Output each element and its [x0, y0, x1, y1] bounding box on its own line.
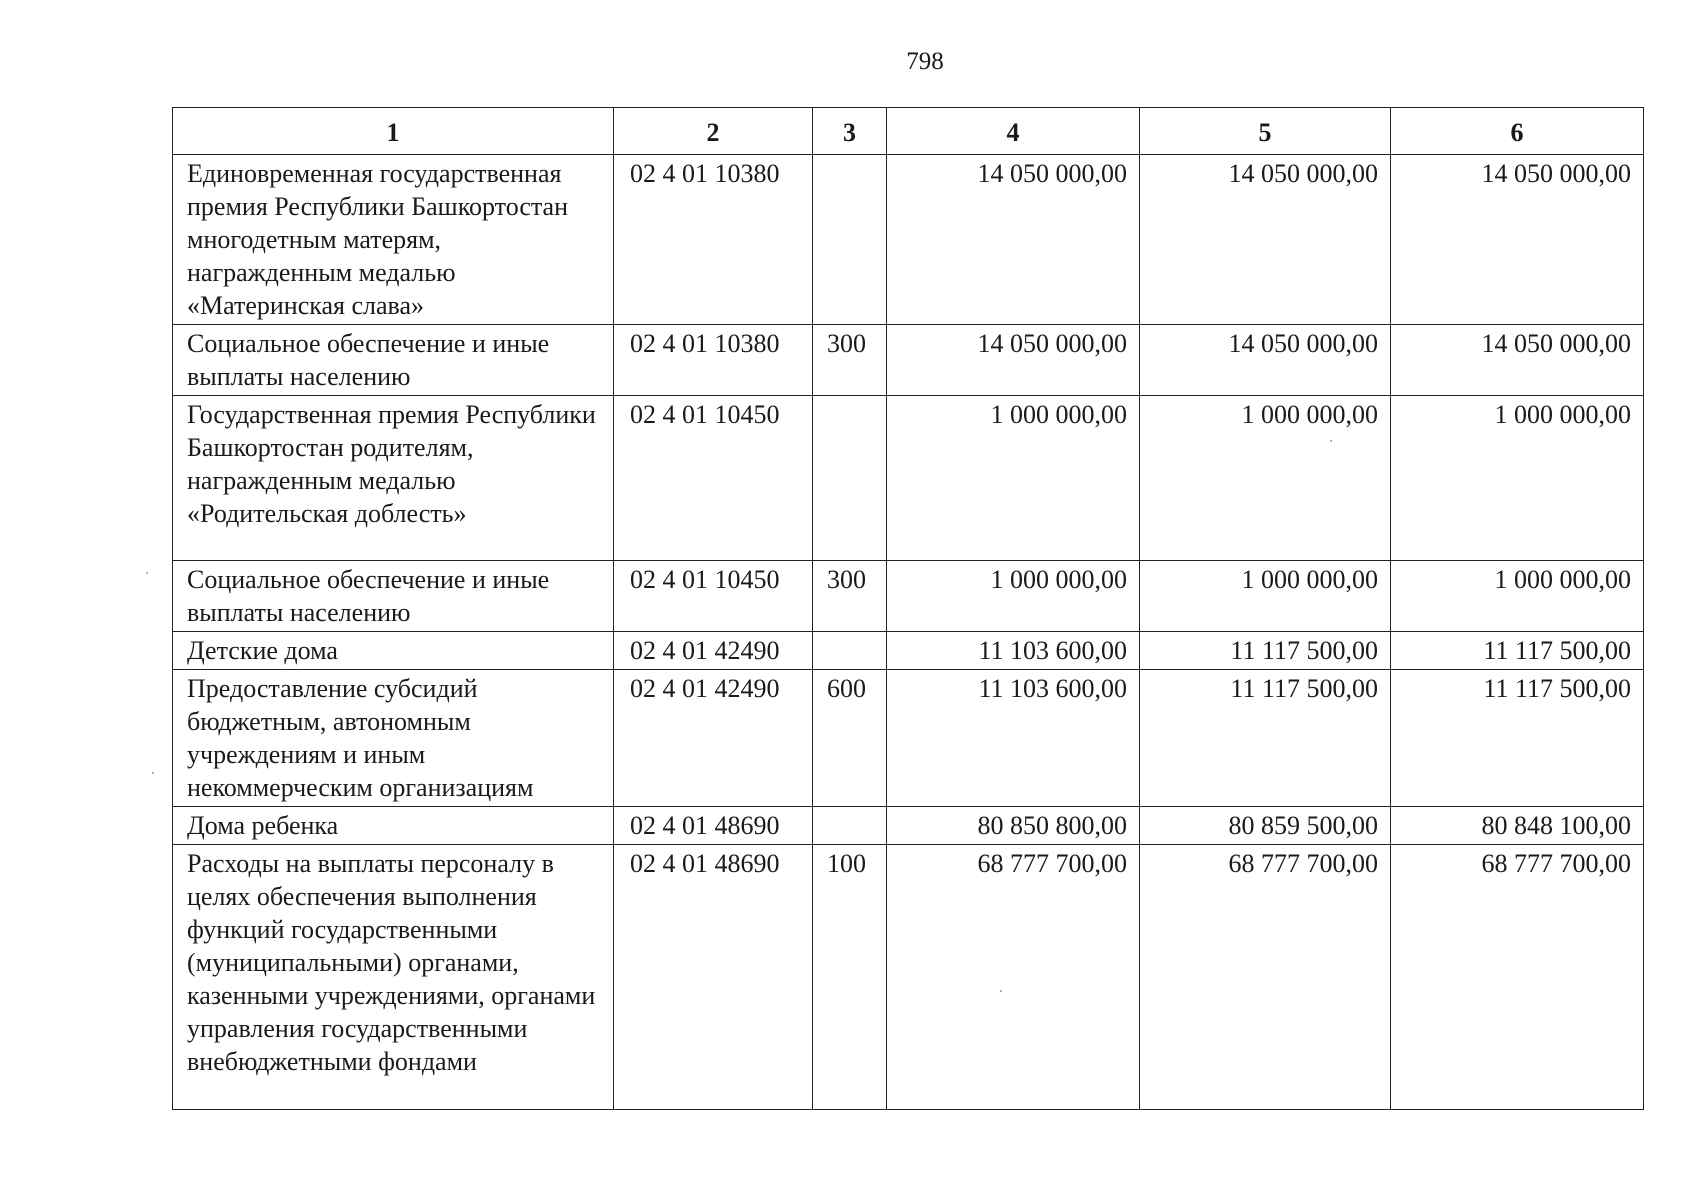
- row-value-5-cell: 80 859 500,00: [1140, 807, 1391, 845]
- row-value-5-cell: 11 117 500,00: [1140, 632, 1391, 670]
- row-value-6-cell: 11 117 500,00: [1391, 670, 1644, 807]
- row-value-5-cell: 14 050 000,00: [1140, 155, 1391, 325]
- row-value-6-cell: 1 000 000,00: [1391, 561, 1644, 632]
- row-value-4-cell: 80 850 800,00: [887, 807, 1140, 845]
- row-type-cell: [813, 807, 887, 845]
- row-value-4-cell: 11 103 600,00: [887, 670, 1140, 807]
- row-value-5-cell: 14 050 000,00: [1140, 325, 1391, 396]
- row-type-cell: 300: [813, 325, 887, 396]
- page-number: 798: [906, 48, 944, 75]
- row-value-4-cell: 14 050 000,00: [887, 155, 1140, 325]
- scan-speck: [1330, 440, 1332, 442]
- column-header-1: 1: [173, 108, 614, 155]
- scan-speck: [152, 772, 154, 774]
- table-row: [173, 396, 1644, 561]
- table-row: [173, 155, 1644, 325]
- column-header-4: 4: [887, 108, 1140, 155]
- row-name-cell: Государственная премия Республики Башкортостан родителям, награжденным медалью «Родительская доблесть»: [173, 396, 614, 561]
- table-row: [173, 807, 1644, 845]
- row-value-6-cell: 11 117 500,00: [1391, 632, 1644, 670]
- budget-table: [172, 107, 1644, 1110]
- scan-speck: [146, 572, 148, 574]
- row-code-cell: 02 4 01 48690: [614, 845, 813, 1110]
- row-name-cell: Единовременная государственная премия Республики Башкортостан многодетным матерям, награжденным медалью «Материнская слава»: [173, 155, 614, 325]
- column-header-6: 6: [1391, 108, 1644, 155]
- row-value-6-cell: 1 000 000,00: [1391, 396, 1644, 561]
- row-type-cell: [813, 396, 887, 561]
- row-type-cell: 100: [813, 845, 887, 1110]
- row-code-cell: 02 4 01 10380: [614, 325, 813, 396]
- header-row: [173, 108, 1644, 155]
- row-type-cell: [813, 632, 887, 670]
- row-value-5-cell: 68 777 700,00: [1140, 845, 1391, 1110]
- row-name-cell: Детские дома: [173, 632, 614, 670]
- row-code-cell: 02 4 01 10380: [614, 155, 813, 325]
- row-type-cell: 300: [813, 561, 887, 632]
- table-row: [173, 632, 1644, 670]
- row-value-4-cell: 68 777 700,00: [887, 845, 1140, 1110]
- row-type-cell: [813, 155, 887, 325]
- row-value-5-cell: 11 117 500,00: [1140, 670, 1391, 807]
- row-value-6-cell: 80 848 100,00: [1391, 807, 1644, 845]
- row-type-cell: 600: [813, 670, 887, 807]
- row-code-cell: 02 4 01 42490: [614, 632, 813, 670]
- row-code-cell: 02 4 01 10450: [614, 396, 813, 561]
- row-value-4-cell: 1 000 000,00: [887, 561, 1140, 632]
- scan-speck: [1000, 990, 1002, 992]
- column-header-2: 2: [614, 108, 813, 155]
- column-header-3: 3: [813, 108, 887, 155]
- row-value-4-cell: 14 050 000,00: [887, 325, 1140, 396]
- row-value-4-cell: 1 000 000,00: [887, 396, 1140, 561]
- row-value-4-cell: 11 103 600,00: [887, 632, 1140, 670]
- row-value-6-cell: 14 050 000,00: [1391, 325, 1644, 396]
- row-name-cell: Дома ребенка: [173, 807, 614, 845]
- column-header-5: 5: [1140, 108, 1391, 155]
- row-value-6-cell: 14 050 000,00: [1391, 155, 1644, 325]
- row-name-cell: Предоставление субсидий бюджетным, автономным учреждениям и иным некоммерческим организациям: [173, 670, 614, 807]
- row-name-cell: Социальное обеспечение и иные выплаты населению: [173, 325, 614, 396]
- table-row: [173, 561, 1644, 632]
- row-value-5-cell: 1 000 000,00: [1140, 396, 1391, 561]
- table-row: [173, 325, 1644, 396]
- row-code-cell: 02 4 01 10450: [614, 561, 813, 632]
- table-row: [173, 845, 1644, 1110]
- row-value-6-cell: 68 777 700,00: [1391, 845, 1644, 1110]
- row-code-cell: 02 4 01 48690: [614, 807, 813, 845]
- row-name-cell: Расходы на выплаты персоналу в целях обеспечения выполнения функций государственными (муниципальными) органами, казенными учреждениями, органами управления государственными внебюджетными фондами: [173, 845, 614, 1110]
- row-name-cell: Социальное обеспечение и иные выплаты населению: [173, 561, 614, 632]
- row-value-5-cell: 1 000 000,00: [1140, 561, 1391, 632]
- table-row: [173, 670, 1644, 807]
- row-code-cell: 02 4 01 42490: [614, 670, 813, 807]
